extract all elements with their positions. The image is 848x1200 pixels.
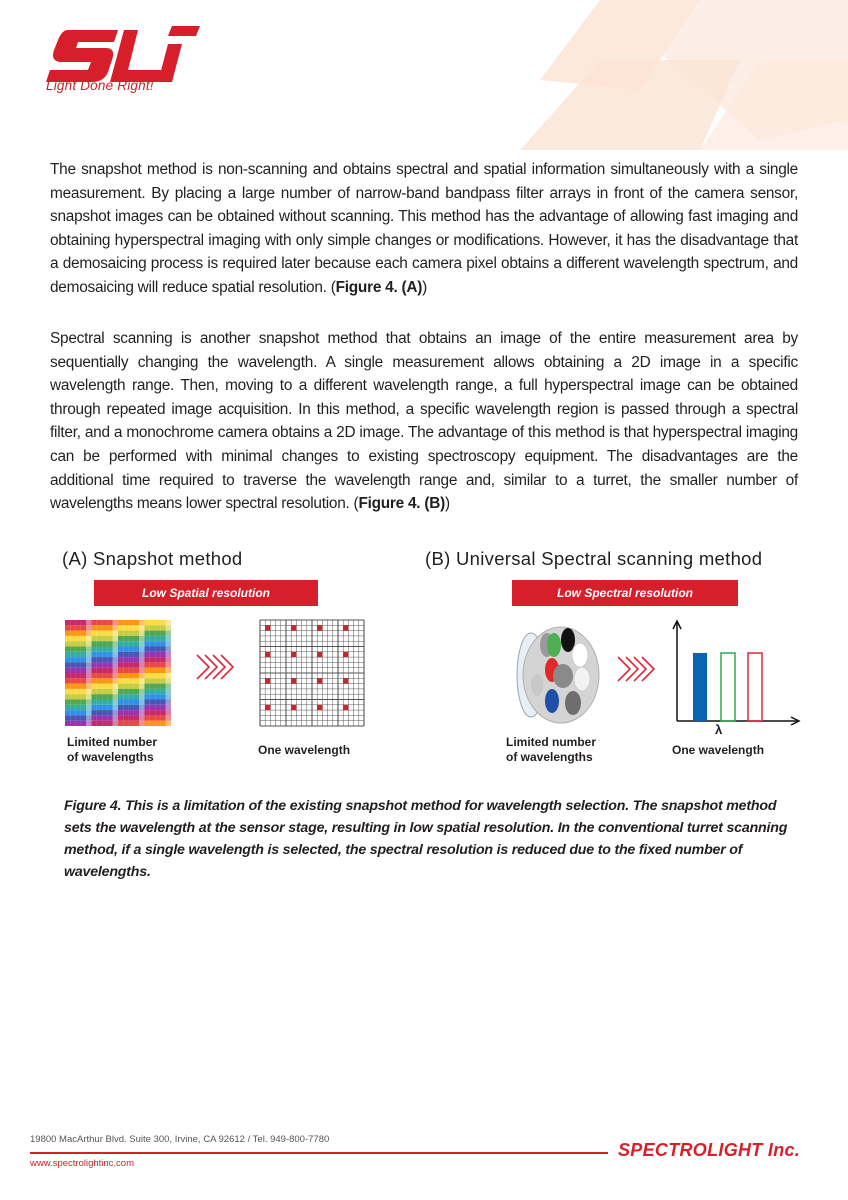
- label-line: Limited number: [506, 735, 597, 749]
- filter-wheel-icon: [517, 627, 599, 723]
- paragraph-text: Spectral scanning is another snapshot method that obtains an image of the entire measurement area by sequentially changing the wavelength. A single measurement allows obtaining a 2D image in a specific wavelength range. Then, moving to a different wavelength range, a full hyperspectral image can be obtained through repeated image acquisition. In this method, a specific wavelength region is passed through a spectral filter, and a monochrome camera obtains a 2D image. The advantage of this method is that hyperspectral imaging can be performed with minimal changes to existing spectroscopy equipment. The disadvantages are the additional time required to traverse the wavelength range and, similar to a turret, the smaller number of wavelengths means lower spectral resolution. (: [50, 330, 798, 513]
- panel-a-banner: Low Spatial resolution: [94, 580, 318, 606]
- spectrum-axes: [673, 621, 799, 725]
- footer-brand: SPECTROLIGHT Inc.: [618, 1140, 801, 1160]
- panel-b-right-label: One wavelength: [672, 743, 765, 757]
- blue-band-bar: [693, 653, 707, 721]
- figure-caption: Figure 4. This is a limitation of the existing snapshot method for wavelength selection. The snapshot method sets the wavelength at the sensor stage, resulting in low spatial resolution. In the conventional turret scanning method, if a single wavelength is selected, the spectral resolution is reduced due to the fixed number of wavelengths.: [64, 798, 788, 880]
- spectral-scanning-illustration: [505, 615, 805, 740]
- label-line: of wavelengths: [506, 750, 593, 764]
- single-wavelength-grid: [260, 620, 364, 726]
- lambda-axis-label: λ: [715, 722, 723, 737]
- footer-website-link[interactable]: www.spectrolightinc.com: [30, 1158, 135, 1169]
- label-line: Limited number: [67, 735, 158, 749]
- footer-address: 19800 MacArthur Blvd. Suite 300, Irvine, CA 92612 / Tel. 949-800-7780: [30, 1134, 330, 1145]
- snapshot-illustration: [60, 615, 380, 730]
- panel-a-right-label: One wavelength: [258, 743, 351, 757]
- paragraph-text: The snapshot method is non-scanning and obtains spectral and spatial information simultaneously with a single measurement. By placing a large number of narrow-band bandpass filter arrays in front of the camera sensor, snapshot images can be obtained without scanning. This method has the advantage of allowing fast imaging and obtaining hyperspectral imaging with only simple changes or modifications. However, it has the disadvantage that a demosaicing process is required later because each camera pixel obtains a different wavelength spectrum, and demosaicing will reduce spatial resolution. (: [50, 161, 798, 296]
- paragraph-end: ): [422, 278, 428, 296]
- label-line: of wavelengths: [67, 750, 154, 764]
- logo-tagline: Light Done Right!: [46, 78, 154, 93]
- green-band-bar: [721, 653, 735, 721]
- figure-reference: Figure 4. (B): [358, 495, 445, 513]
- paragraph-spectral-scanning: [50, 327, 798, 516]
- paragraph-end: ): [444, 495, 450, 513]
- filter-mosaic: [65, 620, 171, 726]
- chevron-arrows-icon: [197, 655, 233, 679]
- footer-divider: [30, 1152, 608, 1154]
- panel-b-left-label: [506, 735, 596, 765]
- panel-b-banner: Low Spectral resolution: [512, 580, 738, 606]
- paragraph-snapshot-method: [50, 158, 798, 300]
- chevron-arrows-icon: [618, 657, 654, 681]
- panel-b-title: (B) Universal Spectral scanning method: [425, 548, 763, 569]
- figure-reference: Figure 4. (A): [335, 278, 423, 296]
- panel-a-left-label: [67, 735, 157, 765]
- panel-a-title: (A) Snapshot method: [62, 548, 243, 569]
- red-band-bar: [748, 653, 762, 721]
